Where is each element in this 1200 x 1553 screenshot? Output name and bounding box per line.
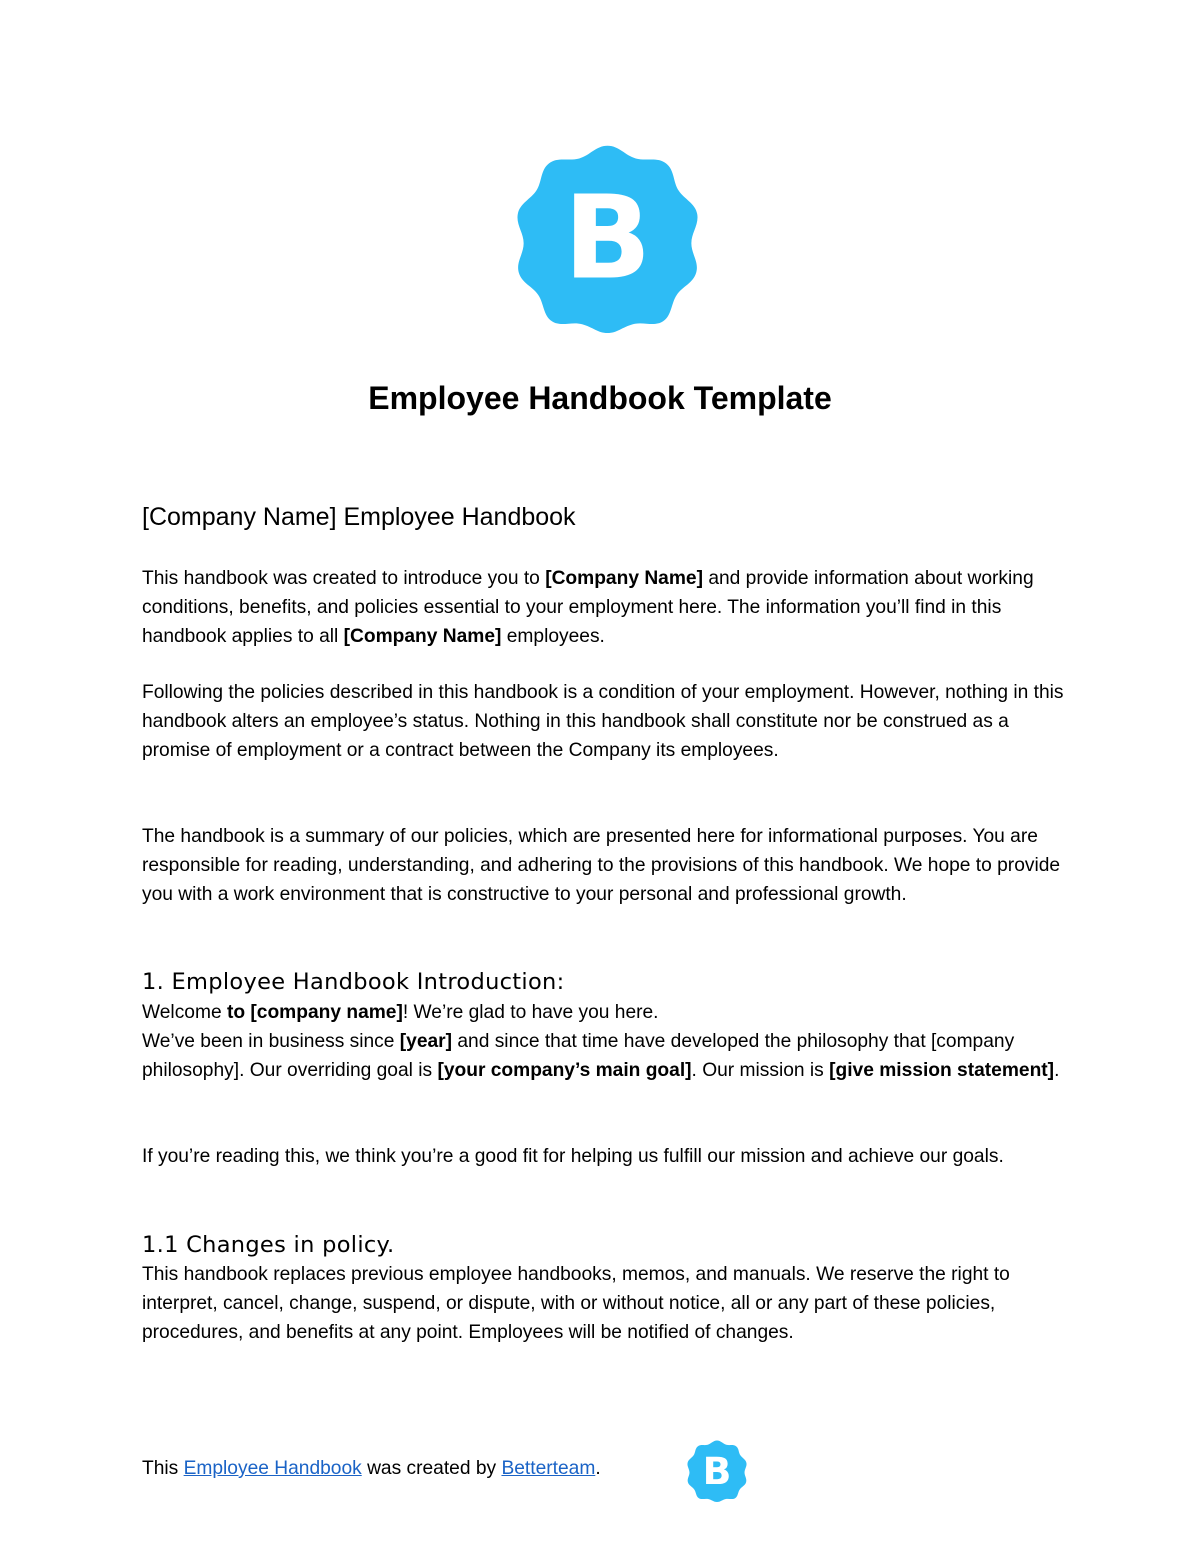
intro-paragraph-1 (142, 564, 1072, 651)
text-run: . Our mission is (691, 1060, 830, 1081)
employee-handbook-link[interactable]: Employee Handbook (183, 1458, 362, 1479)
section-1-heading: 1. Employee Handbook Introduction: (142, 969, 565, 995)
company-name-placeholder: [Company Name] (545, 568, 703, 589)
text-run: We’ve been in business since (142, 1031, 400, 1052)
text-run: This handbook was created to introduce you to (142, 568, 546, 589)
intro-paragraph-3: The handbook is a summary of our policies, which are presented here for informational purposes. You are responsible for reading, understanding, and adhering to the provisions of this handbook. We hope to provide you with a work environment that is constructive to your personal and professional growth. (142, 826, 1061, 905)
section-1-paragraph-2: If you’re reading this, we think you’re a good fit for helping us fulfill our mission and achieve our goals. (142, 1146, 1004, 1167)
logo-letter: B (702, 1448, 732, 1493)
section-1-1-paragraph: This handbook replaces previous employee handbooks, memos, and manuals. We reserve the right to interpret, cancel, change, suspend, or dispute, with or without notice, all or any part of these policies, procedures, and benefits at any point. Employees will be notified of changes. (142, 1264, 1010, 1343)
text-run: and since that time have developed the philosophy that [company philosophy]. Our overriding goal is (142, 1031, 1015, 1081)
intro-paragraph-2: Following the policies described in this handbook is a condition of your employment. However, nothing in this handbook alters an employee’s status. Nothing in this handbook shall constitute nor be construed as a promise of employment or a contract between the Company its employees. (142, 682, 1064, 761)
betterteam-link[interactable]: Betterteam (501, 1458, 596, 1479)
main-goal-placeholder: [your company’s main goal] (437, 1060, 692, 1081)
text-run: This (142, 1458, 184, 1479)
betterteam-logo-small (684, 1438, 750, 1502)
text-run: . (1054, 1060, 1060, 1081)
section-1-paragraph-1 (142, 998, 1072, 1085)
logo-letter: B (563, 171, 652, 306)
company-handbook-heading: [Company Name] Employee Handbook (142, 503, 576, 531)
text-run: Welcome (142, 1002, 227, 1023)
footer-credit (142, 1454, 1072, 1483)
company-name-placeholder: [Company Name] (343, 626, 502, 647)
text-run: employees. (501, 626, 605, 647)
text-run: . (595, 1458, 601, 1479)
document-title: Employee Handbook Template (368, 380, 832, 416)
text-run: ! We’re glad to have you here. (402, 1002, 659, 1023)
company-name-placeholder: to [company name] (226, 1002, 403, 1023)
text-run: was created by (361, 1458, 502, 1479)
section-1-1-heading: 1.1 Changes in policy. (142, 1232, 395, 1258)
mission-statement-placeholder: [give mission statement] (829, 1060, 1055, 1081)
betterteam-logo (505, 138, 710, 333)
year-placeholder: [year] (399, 1031, 453, 1052)
text-run: and provide information about working conditions, benefits, and policies essential to your employment here. The information you’ll find in this handbook applies to all (142, 568, 1034, 647)
